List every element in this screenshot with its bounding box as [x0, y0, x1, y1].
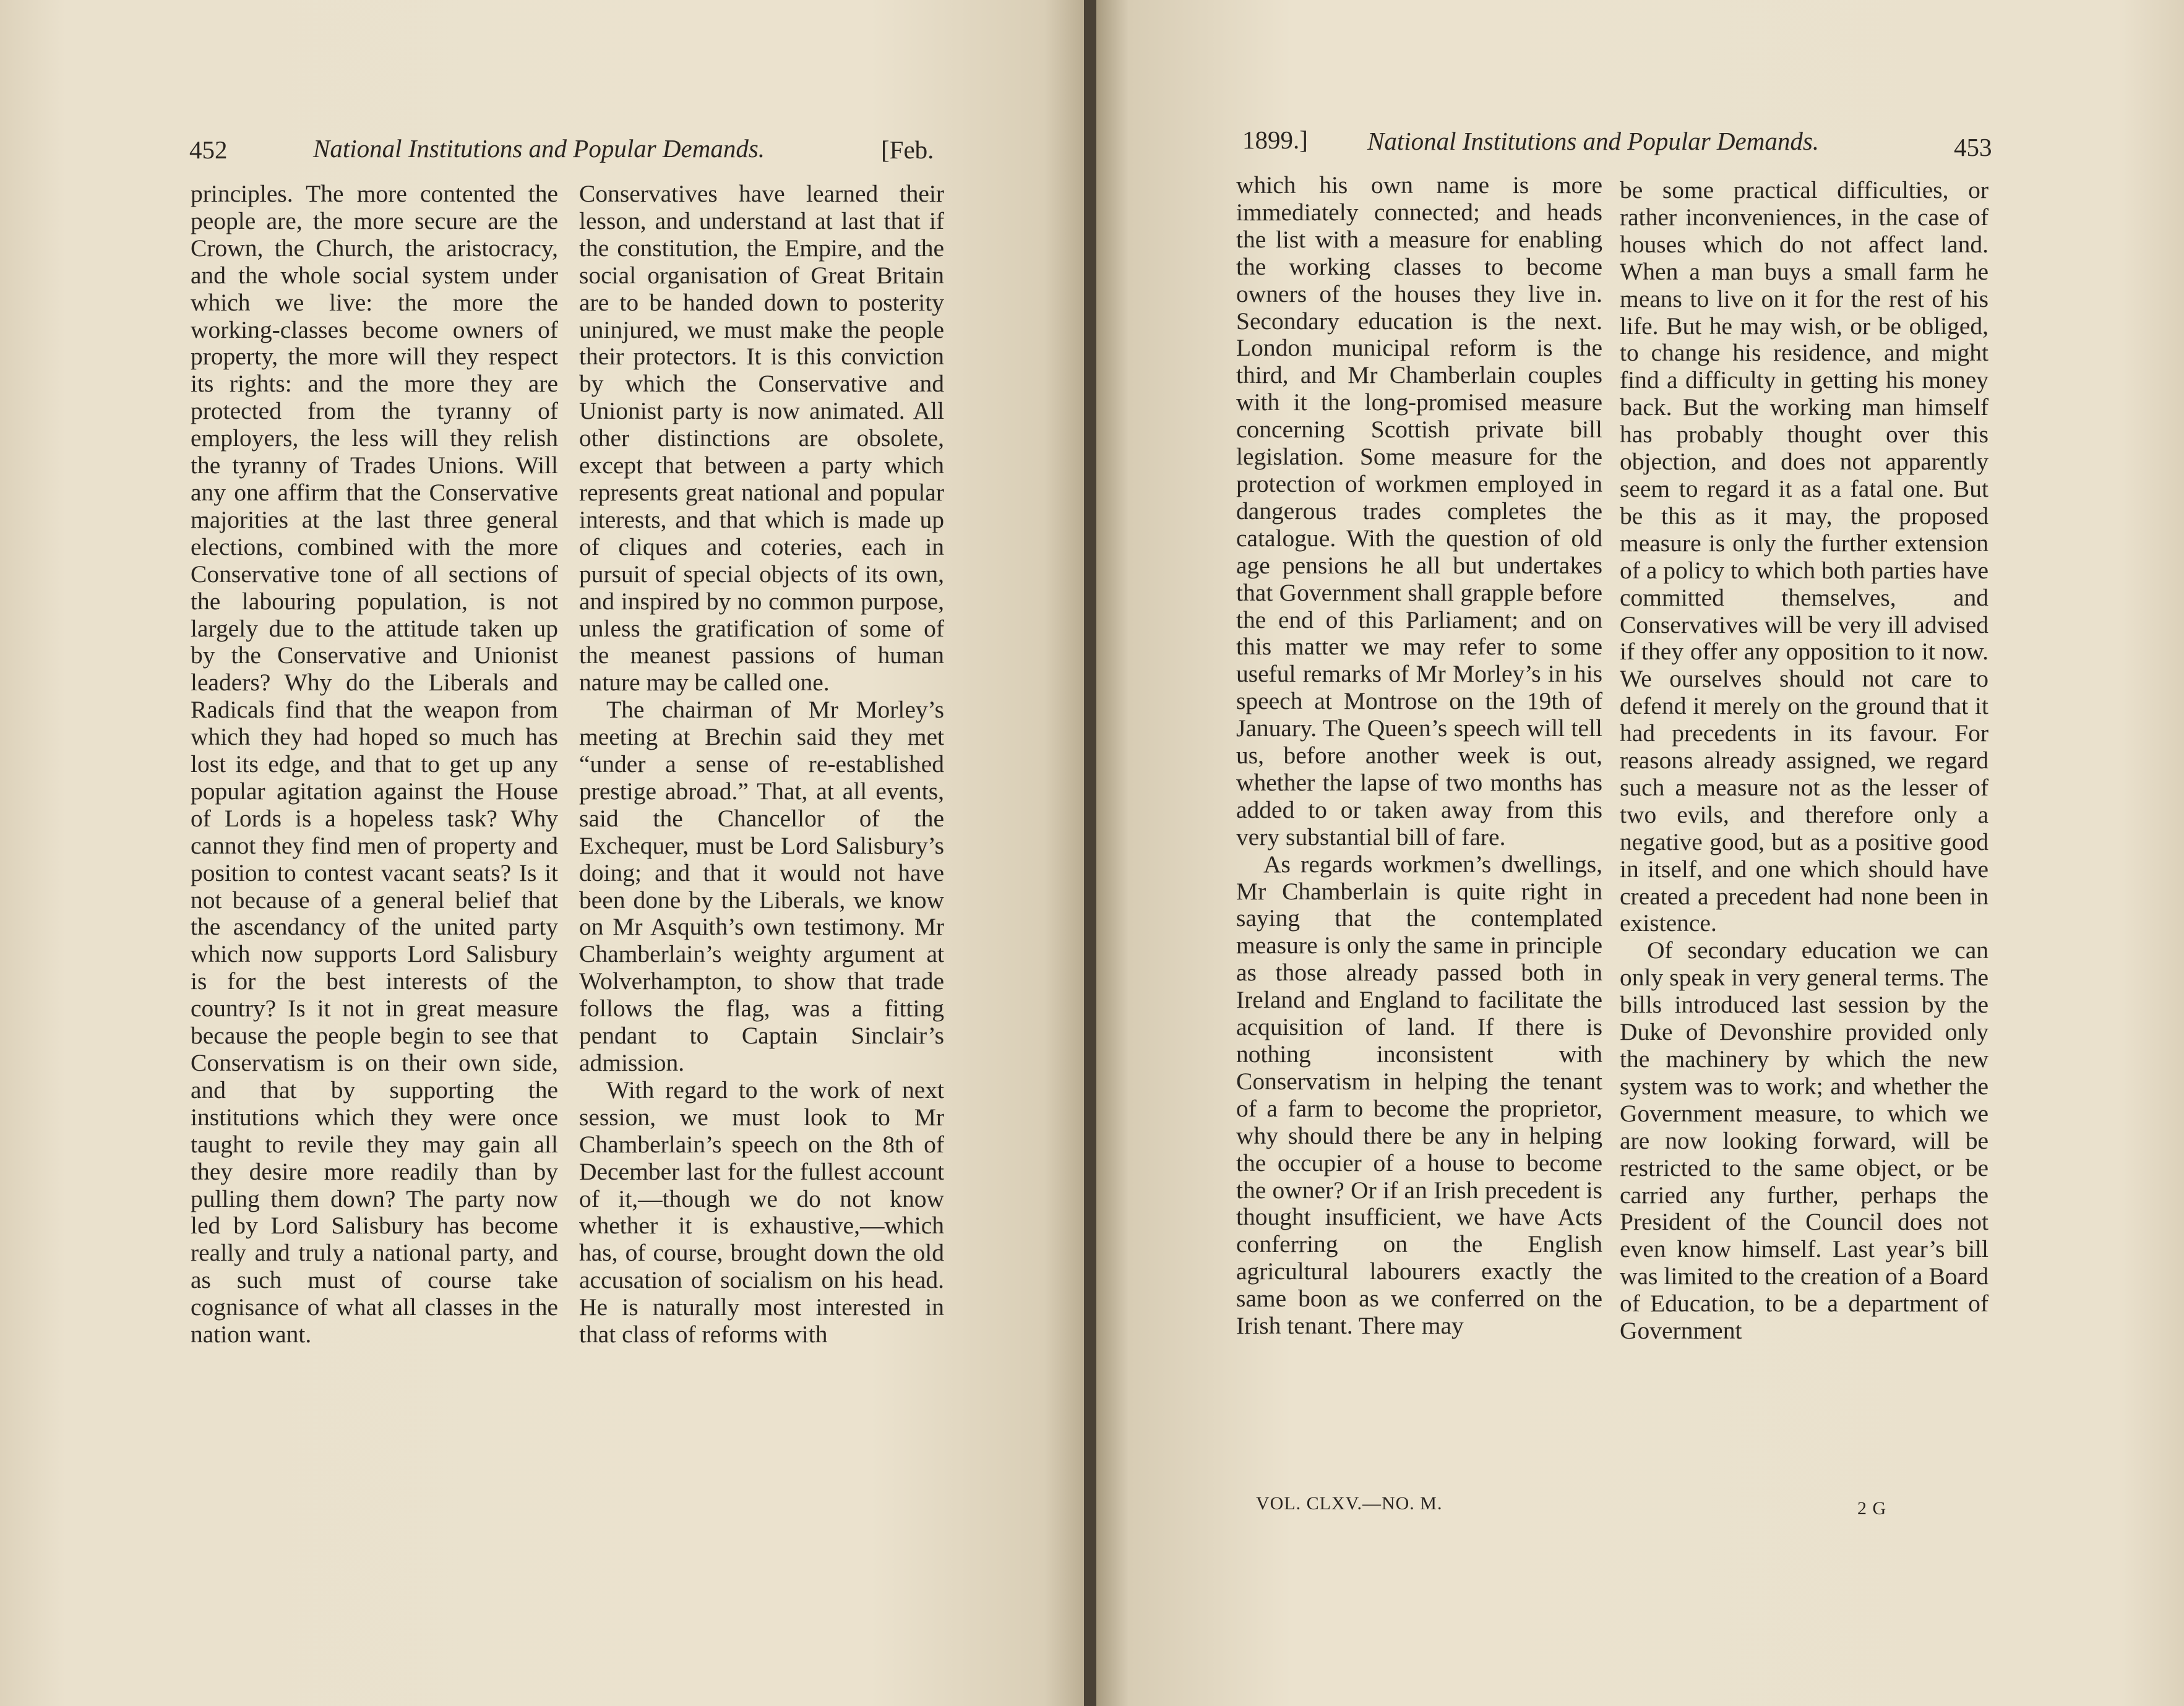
right-page	[1096, 0, 2184, 1706]
paragraph: which his own name is more immediately connected; and heads the list with a measure for enabling the working classes to become owners of the houses they live in. Secondary education is the next. London municipal reform is the third, and Mr Chamberlain couples with it the long-promised measure concerning Scottish private bill legislation. Some measure for the protection of workmen employed in dangerous trades completes the catalogue. With the question of old age pensions he all but undertakes that Government shall grapple before the end of this Parliament; and on this matter we may refer to some useful remarks of Mr Morley’s in his speech at Montrose on the 19th of January. The Queen’s speech will tell us, before another week is out, whether the lapse of two months has added to or taken away from this very substantial bill of fare.	[1236, 171, 1602, 851]
paragraph: As regards workmen’s dwellings, Mr Chamberlain is quite right in saying that the contemplated measure is only the same in principle as those already passed both in Ireland and England to facilitate the acquisition of land. If there is nothing inconsistent with Conservatism in helping the tenant of a farm to become the proprietor, why should there be any in helping the occupier of a house to become the owner? Or if an Irish precedent is thought insufficient, we have Acts conferring on the English agricultural labourers exactly the same boon as we conferred on the Irish tenant. There may	[1236, 850, 1602, 1340]
page-number: 452	[189, 135, 228, 164]
paragraph: With regard to the work of next session, we must look to Mr Chamberlain’s speech on the 8th of December last for the fullest account of it,—though we do not know whether it is exhaustive,—which has, of course, brought down the old accusation of socialism on his head. He is naturally most interested in that class of reforms with	[579, 1076, 944, 1348]
right-column-2	[1620, 177, 1988, 1345]
running-title: National Institutions and Popular Demands.	[1367, 127, 1820, 155]
running-title: National Institutions and Popular Demands.	[313, 134, 765, 163]
paragraph: Conservatives have learned their lesson, and understand at last that if the constitution, the Empire, and the social organisation of Great Britain are to be handed down to posterity uninjured, we must make the people their protectors. It is this conviction by which the Conservative and Unionist party is now animated. All other distinctions are obsolete, except that between a party which represents great national and popular interests, and that which is made up of cliques and coteries, each in pursuit of special objects of its own, and inspired by no common purpose, unless the gratification of some of the meanest passions of human nature may be called one.	[579, 180, 944, 697]
paragraph: The chairman of Mr Morley’s meeting at Brechin said they met “under a sense of re-established prestige abroad.” That, at all events, said the Chancellor of the Exchequer, must be Lord Salisbury’s doing; and that it would not have been done by the Liberals, we know on Mr Asquith’s own testimony. Mr Chamberlain’s weighty argument at Wolverhampton, to show that trade follows the flag, was a fitting pendant to Captain Sinclair’s admission.	[579, 696, 944, 1076]
left-column-2	[579, 181, 944, 1348]
right-column-1	[1236, 172, 1602, 1340]
signature-mark: 2 G	[1857, 1498, 1887, 1519]
paragraph: be some practical difficulties, or rather inconveniences, in the case of houses which do not affect land. When a man buys a small farm he means to live on it for the rest of his life. But he may wish, or be obliged, to change his residence, and might find a difficulty in getting his money back. But the working man himself has probably thought over this objection, and does not apparently seem to regard it as a fatal one. But be this as it may, the proposed measure is only the further extension of a policy to which both parties have committed themselves, and Conservatives will be very ill advised if they offer any opposition to it now. We ourselves should not care to defend it merely on the ground that it had precedents in its favour. For reasons already assigned, we regard such a measure not as the lesser of two evils, and therefore only a negative good, but as a positive good in itself, and one which should have created a precedent had none been in existence.	[1620, 176, 1988, 937]
left-page	[0, 0, 1088, 1706]
header-date: 1899.]	[1242, 126, 1308, 154]
paragraph: Of secondary education we can only speak in very general terms. The bills introduced last session by the Duke of Devonshire provided only the machinery by which the new system was to work; and whether the Government measure, to which we are now looking forward, will be restricted to the same object, or be carried any further, perhaps the President of the Council does not even know himself. Last year’s bill was limited to the creation of a Board of Education, to be a department of Government	[1620, 937, 1988, 1345]
paragraph: principles. The more contented the people are, the more secure are the Crown, the Church, the aristocracy, and the whole social system under which we live: the more the working-classes become owners of property, the more will they respect its rights: and the more they are protected from the tyranny of employers, the less will they relish the tyranny of Trades Unions. Will any one affirm that the Conservative majorities at the last three general elections, combined with the more Conservative tone of all sections of the labouring population, is not largely due to the attitude taken up by the Conservative and Unionist leaders? Why do the Liberals and Radicals find that the weapon from which they had hoped so much has lost its edge, and that to get up any popular agitation against the House of Lords is a hopeless task? Why cannot they find men of property and position to contest vacant seats? Is it not because of a general belief that the ascendancy of the united party which now supports Lord Salisbury is for the best interests of the country? Is it not in great measure because the people begin to see that Conservatism is on their own side, and that by supporting the institutions which they were once taught to revile they may gain all they desire more readily than by pulling them down? The party now led by Lord Salisbury has become really and truly a national party, and as such must of course take cognisance of what all classes in the nation want.	[191, 180, 558, 1348]
header-date: [Feb.	[881, 135, 934, 164]
footer-volume: VOL. CLXV.—NO. M.	[1256, 1493, 1443, 1514]
left-column-1	[191, 181, 558, 1348]
page-number: 453	[1954, 133, 1992, 161]
